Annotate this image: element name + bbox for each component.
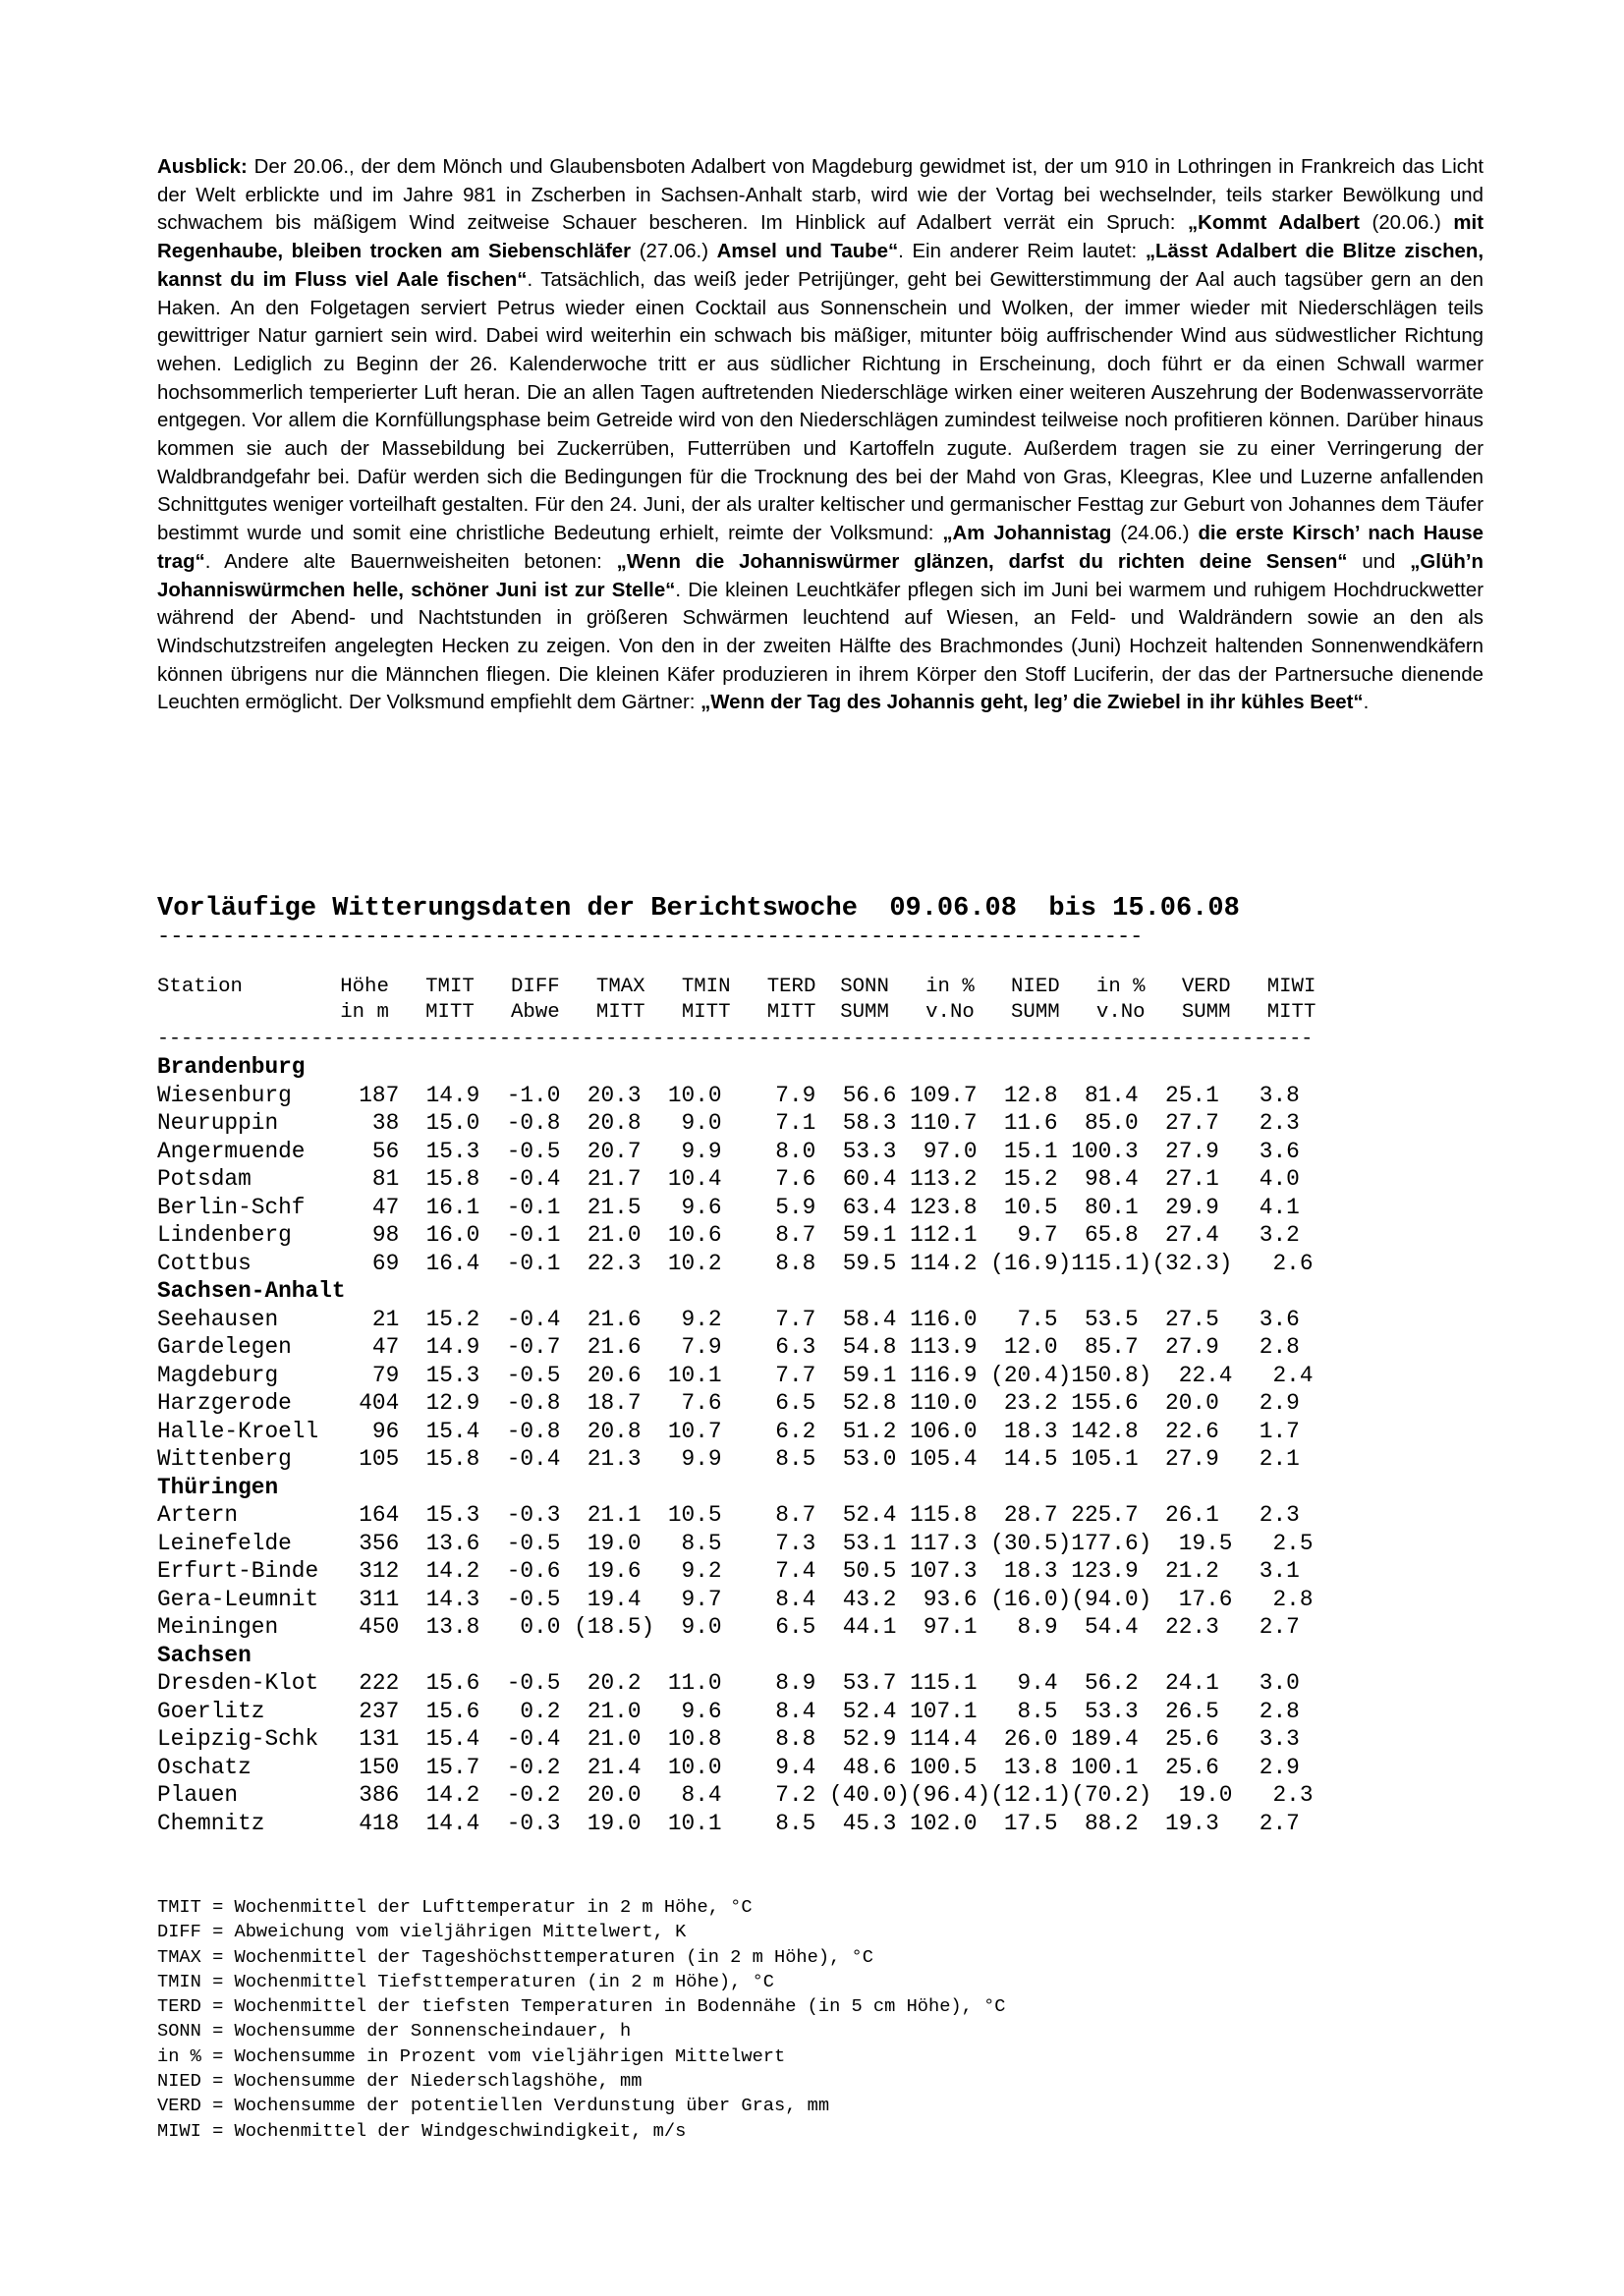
legend-line: SONN = Wochensumme der Sonnenscheindauer, h (157, 2020, 632, 2043)
outlook-text: . (1363, 692, 1370, 714)
quote: „Lässt Adalbert die Blitze zischen, kannst du im Fluss viel Aale fischen“ (157, 241, 1484, 291)
table-row: Berlin-Schf 47 16.1 -0.1 21.5 9.6 5.9 63.4 123.8 10.5 80.1 29.9 4.1 (157, 1194, 1300, 1220)
outlook-text: Der 20.06., der dem Mönch und Glaubensboten Adalbert von Magdeburg gewidmet ist, der um 910 in Lothringen in Frankreich das Licht der Welt erblickte und im Jahre 981 in Zscherben in Sachsen-Anhalt starb, wird wie der Vortag bei wechselnder, teils starker Bewölkung und schwachem bis mäßigem Wind zeitweise Schauer bescheren. Im Hinblick auf Adalbert verrät ein Spruch: (157, 156, 1484, 235)
legend-line: NIED = Wochensumme der Niederschlagshöhe, mm (157, 2070, 643, 2093)
outlook-text: . Die kleinen Leuchtkäfer pflegen sich im Juni bei warmem und ruhigem Hochdruckwetter während der Abend- und Nachtstunden in größeren Schwärmen leuchtend auf Wiesen, an Feld- und Waldrändern sowie an den als Windschutzstreifen angelegten Hecken zu zeigen. Von den in der zweiten Hälfte des Brachmondes (Juni) Hochzeit haltenden Sonnenwendkäfern können übrigens nur die Männchen fliegen. Die kleinen Käfer produzieren in ihrem Körper den Stoff Luciferin, der das der Partnersuche dienende Leuchten ermöglicht. Der Volksmund empfiehlt dem Gärtner: (157, 579, 1484, 714)
table-row: Lindenberg 98 16.0 -0.1 21.0 10.6 8.7 59.1 112.1 9.7 65.8 27.4 3.2 (157, 1222, 1300, 1248)
outlook-text: (27.06.) (631, 241, 717, 263)
table-row: Erfurt-Binde 312 14.2 -0.6 19.6 9.2 7.4 50.5 107.3 18.3 123.9 21.2 3.1 (157, 1558, 1300, 1584)
legend-line: TERD = Wochenmittel der tiefsten Temperaturen in Bodennähe (in 5 cm Höhe), °C (157, 1995, 1006, 2018)
quote: „Wenn der Tag des Johannis geht, leg’ die Zwiebel in ihr kühles Beet“ (700, 692, 1364, 714)
table-row: Harzgerode 404 12.9 -0.8 18.7 7.6 6.5 52.8 110.0 23.2 155.6 20.0 2.9 (157, 1390, 1300, 1416)
table-row: Magdeburg 79 15.3 -0.5 20.6 10.1 7.7 59.1 116.9 (20.4)150.8) 22.4 2.4 (157, 1362, 1314, 1388)
quote: die erste Kirsch’ nach Hause trag“ (157, 523, 1484, 573)
quote: mit Regenhaube, bleiben trocken am Siebenschläfer (157, 212, 1484, 263)
quote: „Glüh’n Johanniswürmchen helle, schöner Juni ist zur Stelle“ (157, 550, 1484, 601)
outlook-label: Ausblick: (157, 156, 248, 178)
table-row: Goerlitz 237 15.6 0.2 21.0 9.6 8.4 52.4 107.1 8.5 53.3 26.5 2.8 (157, 1698, 1300, 1724)
table-row: Cottbus 69 16.4 -0.1 22.3 10.2 8.8 59.5 114.2 (16.9)115.1)(32.3) 2.6 (157, 1250, 1314, 1276)
table-divider-top: ---------------------------------------------------------------------------- (157, 924, 1144, 949)
outlook-paragraph (157, 153, 1484, 717)
quote: Amsel und Taube“ (716, 241, 899, 263)
table-row: Angermuende 56 15.3 -0.5 20.7 9.9 8.0 53.3 97.0 15.1 100.3 27.9 3.6 (157, 1138, 1300, 1164)
region-heading: Sachsen (157, 1642, 252, 1668)
table-row: Meiningen 450 13.8 0.0 (18.5) 9.0 6.5 44.1 97.1 8.9 54.4 22.3 2.7 (157, 1614, 1300, 1640)
outlook-text: . Ein anderer Reim lautet: (898, 241, 1146, 263)
table-row: Neuruppin 38 15.0 -0.8 20.8 9.0 7.1 58.3 110.7 11.6 85.0 27.7 2.3 (157, 1110, 1300, 1136)
table-row: Leinefelde 356 13.6 -0.5 19.0 8.5 7.3 53.1 117.3 (30.5)177.6) 19.5 2.5 (157, 1530, 1314, 1556)
table-row: Chemnitz 418 14.4 -0.3 19.0 10.1 8.5 45.3 102.0 17.5 88.2 19.3 2.7 (157, 1810, 1300, 1836)
table-divider-header: -------------------------------------------------------------------------------------------------- (157, 1028, 1314, 1050)
region-heading: Sachsen-Anhalt (157, 1278, 346, 1304)
outlook-text: (20.06.) (1359, 212, 1454, 235)
legend-line: in % = Wochensumme in Prozent vom vieljährigen Mittelwert (157, 2044, 786, 2067)
legend-line: TMIT = Wochenmittel der Lufttemperatur in 2 m Höhe, °C (157, 1896, 753, 1918)
legend-line: TMIN = Wochenmittel Tiefsttemperaturen (in 2 m Höhe), °C (157, 1970, 775, 1992)
table-header-row-2: in m MITT Abwe MITT MITT MITT SUMM v.No SUMM v.No SUMM MITT (157, 1001, 1316, 1024)
outlook-text: (24.06.) (1111, 523, 1199, 545)
table-row: Leipzig-Schk 131 15.4 -0.4 21.0 10.8 8.8 52.9 114.4 26.0 189.4 25.6 3.3 (157, 1726, 1300, 1752)
table-row: Dresden-Klot 222 15.6 -0.5 20.2 11.0 8.9 53.7 115.1 9.4 56.2 24.1 3.0 (157, 1670, 1300, 1696)
weather-data-table (157, 1053, 1314, 1837)
quote: „Kommt Adalbert (1187, 212, 1360, 235)
quote: „Wenn die Johanniswürmer glänzen, darfst du richten deine Sensen“ (616, 550, 1348, 573)
table-row: Wiesenburg 187 14.9 -1.0 20.3 10.0 7.9 56.6 109.7 12.8 81.4 25.1 3.8 (157, 1082, 1300, 1108)
legend-line: TMAX = Wochenmittel der Tageshöchsttemperaturen (in 2 m Höhe), °C (157, 1945, 873, 1968)
outlook-text: . Tatsächlich, das weiß jeder Petrijünger, geht bei Gewitterstimmung der Aal auch tagsüber gern an den Haken. An den Folgetagen serviert Petrus wieder einen Cocktail aus Sonnenschein und Wolken, der immer wieder mit Niederschlägen teils gewittriger Natur garniert sein wird. Dabei wird weiterhin ein schwach bis mäßiger, mitunter böig auffrischender Wind aus südwestlicher Richtung wehen. Lediglich zu Beginn der 26. Kalenderwoche tritt er aus südlicher Richtung in Erscheinung, doch führt er da einen Schwall warmer hochsommerlich temperierter Luft heran. Die an allen Tagen auftretenden Niederschläge wirken einer weiteren Auszehrung der Bodenwasservorräte entgegen. Vor allem die Kornfüllungsphase beim Getreide wird von den Niederschlägen zumindest teilweise noch profitieren können. Darüber hinaus kommen sie auch der Massebildung bei Zuckerrüben, Futterrüben und Kartoffeln zugute. Außerdem tragen sie zu einer Verringerung der Waldbrandgefahr bei. Dafür werden sich die Bedingungen für die Trocknung des bei der Mahd von Gras, Kleegras, Klee und Luzerne anfallenden Schnittgutes weniger vorteilhaft gestalten. Für den 24. Juni, der als uralter keltischer und germanischer Festtag zur Geburt von Johannes dem Täufer bestimmt wurde und somit eine christliche Bedeutung erhielt, reimte der Volksmund: (157, 268, 1484, 545)
table-row: Seehausen 21 15.2 -0.4 21.6 9.2 7.7 58.4 116.0 7.5 53.5 27.5 3.6 (157, 1306, 1300, 1332)
region-heading: Brandenburg (157, 1054, 306, 1080)
table-header-row-1: Station Höhe TMIT DIFF TMAX TMIN TERD SONN in % NIED in % VERD MIWI (157, 976, 1316, 998)
region-heading: Thüringen (157, 1474, 279, 1500)
table-title: Vorläufige Witterungsdaten der Berichtswoche 09.06.08 bis 15.06.08 (157, 894, 1240, 924)
quote: „Am Johannistag (942, 523, 1112, 545)
outlook-text: und (1347, 550, 1411, 573)
legend-line: VERD = Wochensumme der potentiellen Verdunstung über Gras, mm (157, 2095, 830, 2117)
table-row: Halle-Kroell 96 15.4 -0.8 20.8 10.7 6.2 51.2 106.0 18.3 142.8 22.6 1.7 (157, 1418, 1300, 1444)
table-row: Plauen 386 14.2 -0.2 20.0 8.4 7.2 (40.0)(96.4)(12.1)(70.2) 19.0 2.3 (157, 1782, 1314, 1808)
table-row: Gera-Leumnit 311 14.3 -0.5 19.4 9.7 8.4 43.2 93.6 (16.0)(94.0) 17.6 2.8 (157, 1586, 1314, 1612)
outlook-text: . Andere alte Bauernweisheiten betonen: (204, 550, 617, 573)
table-row: Wittenberg 105 15.8 -0.4 21.3 9.9 8.5 53.0 105.4 14.5 105.1 27.9 2.1 (157, 1446, 1300, 1472)
table-row: Oschatz 150 15.7 -0.2 21.4 10.0 9.4 48.6 100.5 13.8 100.1 25.6 2.9 (157, 1754, 1300, 1780)
table-row: Gardelegen 47 14.9 -0.7 21.6 7.9 6.3 54.8 113.9 12.0 85.7 27.9 2.8 (157, 1334, 1300, 1360)
table-row: Potsdam 81 15.8 -0.4 21.7 10.4 7.6 60.4 113.2 15.2 98.4 27.1 4.0 (157, 1166, 1300, 1192)
table-header (157, 975, 1316, 1026)
legend-line: DIFF = Abweichung vom vieljährigen Mittelwert, K (157, 1921, 687, 1943)
table-row: Artern 164 15.3 -0.3 21.1 10.5 8.7 52.4 115.8 28.7 225.7 26.1 2.3 (157, 1502, 1300, 1528)
abbreviation-legend (157, 1895, 1006, 2144)
legend-line: MIWI = Wochenmittel der Windgeschwindigkeit, m/s (157, 2119, 687, 2142)
